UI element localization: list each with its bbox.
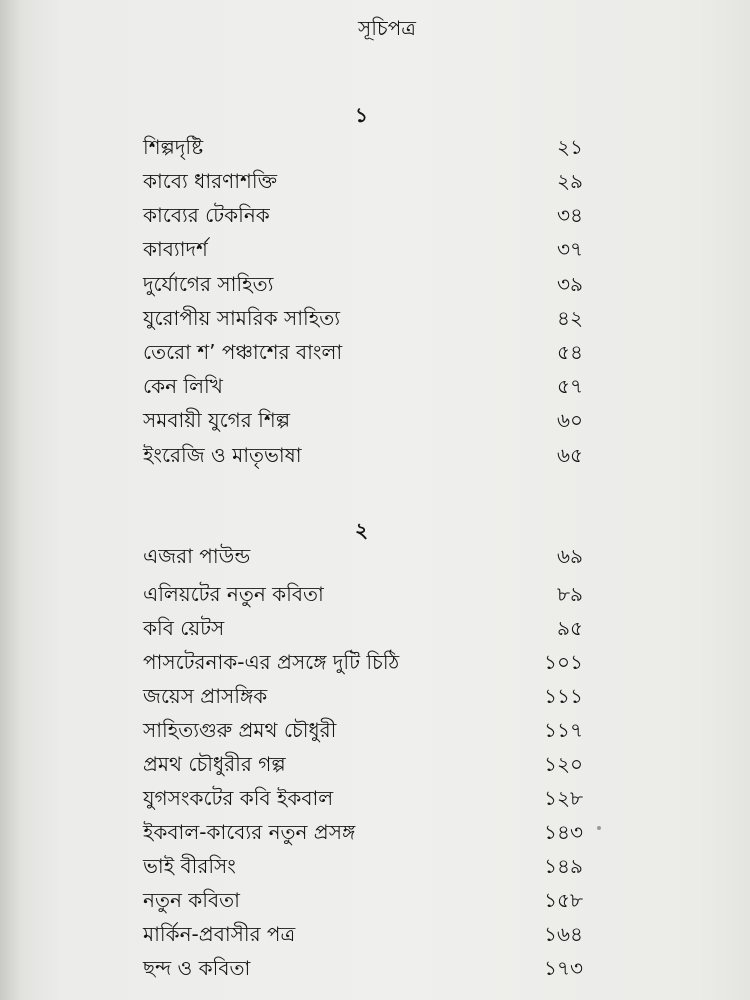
toc-entry — [143, 441, 583, 473]
entry-title: প্রমথ চৌধুরীর গল্প — [143, 751, 286, 776]
toc-entry — [143, 648, 583, 680]
entry-title: তেরো শ’ পঞ্চাশের বাংলা — [143, 339, 343, 364]
entry-page: ১১১ — [544, 683, 583, 708]
toc-entry — [143, 580, 583, 612]
page-title: সূচিপত্র — [358, 16, 416, 40]
section-number: ১ — [355, 103, 368, 127]
toc-entry — [143, 338, 583, 370]
entry-page: ১২৮ — [544, 785, 583, 810]
entry-page: ২৯ — [557, 168, 583, 193]
toc-entry — [143, 167, 583, 199]
entry-page: ৩৭ — [556, 236, 583, 261]
toc-entry — [143, 886, 583, 918]
toc-entry — [143, 201, 583, 233]
entry-title: যুরোপীয় সামরিক সাহিত্য — [143, 305, 341, 330]
entry-page: ১৪৯ — [544, 853, 583, 878]
entry-page: ৩৯ — [557, 271, 583, 296]
toc-entry — [143, 133, 583, 165]
entry-page: ৯৫ — [557, 615, 583, 640]
toc-entry — [143, 716, 583, 748]
entry-title: কাব্যাদর্শ — [143, 236, 208, 261]
entry-page: ১৫৮ — [544, 887, 583, 912]
entry-page: ৫৭ — [557, 373, 583, 398]
toc-entry — [143, 542, 583, 574]
entry-title: এজরা পাউন্ড — [143, 543, 251, 568]
paper-speck — [597, 826, 601, 830]
toc-entry — [143, 614, 583, 646]
entry-title: কাব্যে ধারণাশক্তি — [143, 168, 278, 193]
entry-page: ৬৫ — [557, 442, 583, 467]
entry-title: সমবায়ী যুগের শিল্প — [143, 407, 290, 432]
entry-page: ১৭৩ — [544, 955, 583, 980]
entry-title: এলিয়টের নতুন কবিতা — [143, 581, 324, 606]
entry-page: ১০১ — [544, 649, 583, 674]
entry-page: ৮৯ — [557, 581, 583, 606]
entry-title: মার্কিন-প্রবাসীর পত্র — [143, 921, 296, 946]
entry-page: ২১ — [557, 134, 583, 159]
entry-title: যুগসংকটের কবি ইকবাল — [143, 785, 334, 810]
entry-page: ৩৪ — [557, 202, 583, 227]
entry-page: ৪২ — [557, 305, 583, 330]
entry-title: শিল্পদৃষ্টি — [143, 134, 204, 159]
toc-entry — [143, 954, 583, 986]
toc-entry — [143, 682, 583, 714]
entry-page: ৫৪ — [557, 339, 583, 364]
entry-title: পাসটেরনাক-এর প্রসঙ্গে দুটি চিঠি — [143, 649, 400, 674]
toc-entry — [143, 304, 583, 336]
toc-entry — [143, 852, 583, 884]
entry-title: দুর্যোগের সাহিত্য — [143, 271, 274, 296]
entry-title: কবি য়েটস — [143, 615, 225, 640]
entry-title: ভাই বীরসিং — [143, 853, 236, 878]
entry-title: জয়েস প্রাসঙ্গিক — [143, 683, 268, 708]
entry-title: ইকবাল-কাব্যের নতুন প্রসঙ্গ — [143, 819, 356, 844]
toc-entry — [143, 406, 583, 438]
toc-entry — [143, 784, 583, 816]
entry-title: ছন্দ ও কবিতা — [143, 955, 251, 980]
entry-page: ১৬৪ — [544, 921, 583, 946]
section-number: ২ — [355, 518, 369, 542]
toc-entry — [143, 750, 583, 782]
toc-entry — [143, 270, 583, 302]
toc-entry — [143, 818, 583, 850]
entry-page: ১২০ — [544, 751, 583, 776]
entry-title: সাহিত্যগুরু প্রমথ চৌধুরী — [143, 717, 337, 742]
toc-entry — [143, 235, 583, 267]
toc-entry — [143, 920, 583, 952]
entry-page: ১৪৩ — [544, 819, 583, 844]
entry-title: ইংরেজি ও মাতৃভাষা — [143, 442, 302, 467]
entry-page: ৬৯ — [557, 543, 583, 568]
entry-title: কেন লিখি — [143, 373, 223, 398]
entry-page: ১১৭ — [544, 717, 583, 742]
toc-entry — [143, 372, 583, 404]
entry-title: নতুন কবিতা — [143, 887, 240, 912]
entry-page: ৬০ — [556, 407, 583, 432]
entry-title: কাব্যের টেকনিক — [143, 202, 270, 227]
